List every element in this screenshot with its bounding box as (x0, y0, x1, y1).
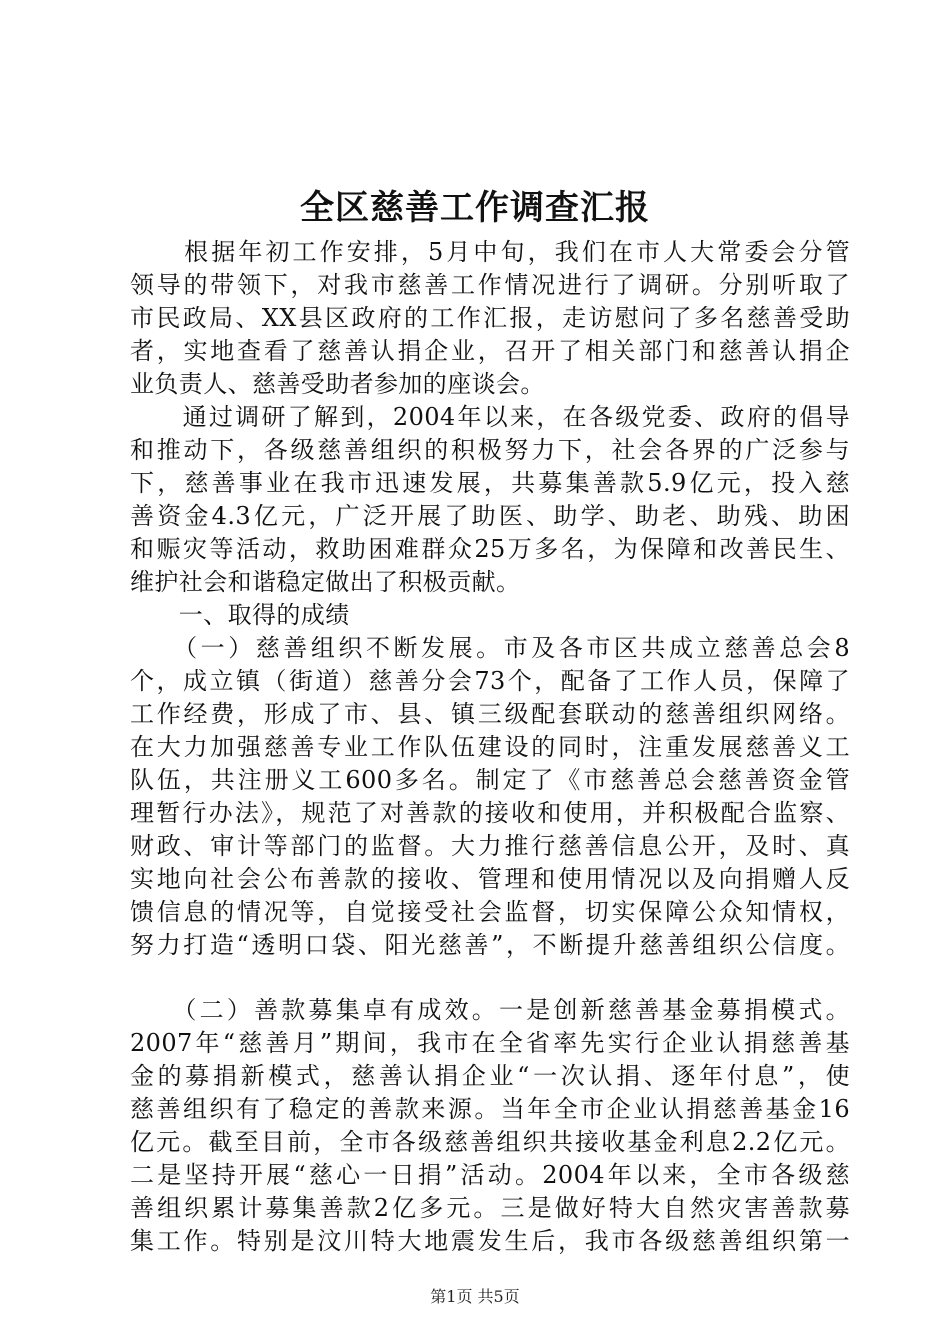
text-line: 理暂行办法》，规范了对善款的接收和使用，并积极配合监察、 (130, 799, 850, 827)
document-title: 全区慈善工作调查汇报 (300, 188, 650, 228)
text-line: 维护社会和谐稳定做出了积极贡献。 (130, 568, 521, 596)
text-line: 亿元。截至目前，全市各级慈善组织共接收基金利息2.2亿元。 (130, 1128, 850, 1156)
text-line: （一）慈善组织不断发展。市及各市区共成立慈善总会8 (130, 634, 850, 662)
text-line: 根据年初工作安排，5月中旬，我们在市人大常委会分管 (130, 238, 850, 266)
text-line: 金的募捐新模式，慈善认捐企业“一次认捐、逐年付息”，使 (130, 1062, 850, 1090)
text-line: 慈善组织有了稳定的善款来源。当年全市企业认捐慈善基金16 (130, 1095, 850, 1123)
text-line: 财政、审计等部门的监督。大力推行慈善信息公开，及时、真 (130, 832, 850, 860)
text-line: 在大力加强慈善专业工作队伍建设的同时，注重发展慈善义工 (130, 733, 850, 761)
page-footer: 第1页 共5页 (430, 1287, 520, 1306)
text-line: 市民政局、XX县区政府的工作汇报，走访慰问了多名慈善受助 (130, 304, 850, 332)
text-line: 2007年“慈善月”期间，我市在全省率先实行企业认捐慈善基 (130, 1029, 850, 1057)
text-line: 领导的带领下，对我市慈善工作情况进行了调研。分别听取了 (130, 271, 850, 299)
text-line: 善组织累计募集善款2亿多元。三是做好特大自然灾害善款募 (130, 1194, 850, 1222)
text-line: 下，慈善事业在我市迅速发展，共募集善款5.9亿元，投入慈 (130, 469, 850, 497)
text-line: 工作经费，形成了市、县、镇三级配套联动的慈善组织网络。 (130, 700, 850, 728)
text-line: 努力打造“透明口袋、阳光慈善”，不断提升慈善组织公信度。 (130, 931, 850, 959)
text-line: 队伍，共注册义工600多名。制定了《市慈善总会慈善资金管 (130, 766, 850, 794)
text-line: 个，成立镇（街道）慈善分会73个，配备了工作人员，保障了 (130, 667, 850, 695)
text-line: 集工作。特别是汶川特大地震发生后，我市各级慈善组织第一 (130, 1227, 850, 1255)
text-line: 通过调研了解到，2004年以来，在各级党委、政府的倡导 (130, 403, 850, 431)
text-line: 业负责人、慈善受助者参加的座谈会。 (130, 370, 545, 398)
text-line: 和赈灾等活动，救助困难群众25万多名，为保障和改善民生、 (130, 535, 850, 563)
text-line: 实地向社会公布善款的接收、管理和使用情况以及向捐赠人反 (130, 865, 850, 893)
text-line: 和推动下，各级慈善组织的积极努力下，社会各界的广泛参与 (130, 436, 850, 464)
text-line: 馈信息的情况等，自觉接受社会监督，切实保障公众知情权， (130, 898, 850, 926)
section-heading: 一、取得的成绩 (130, 601, 350, 629)
text-line: 二是坚持开展“慈心一日捐”活动。2004年以来，全市各级慈 (130, 1161, 850, 1189)
text-line: 者，实地查看了慈善认捐企业，召开了相关部门和慈善认捐企 (130, 337, 850, 365)
text-line: 善资金4.3亿元，广泛开展了助医、助学、助老、助残、助困 (130, 502, 850, 530)
text-line: （二）善款募集卓有成效。一是创新慈善基金募捐模式。 (130, 996, 850, 1024)
